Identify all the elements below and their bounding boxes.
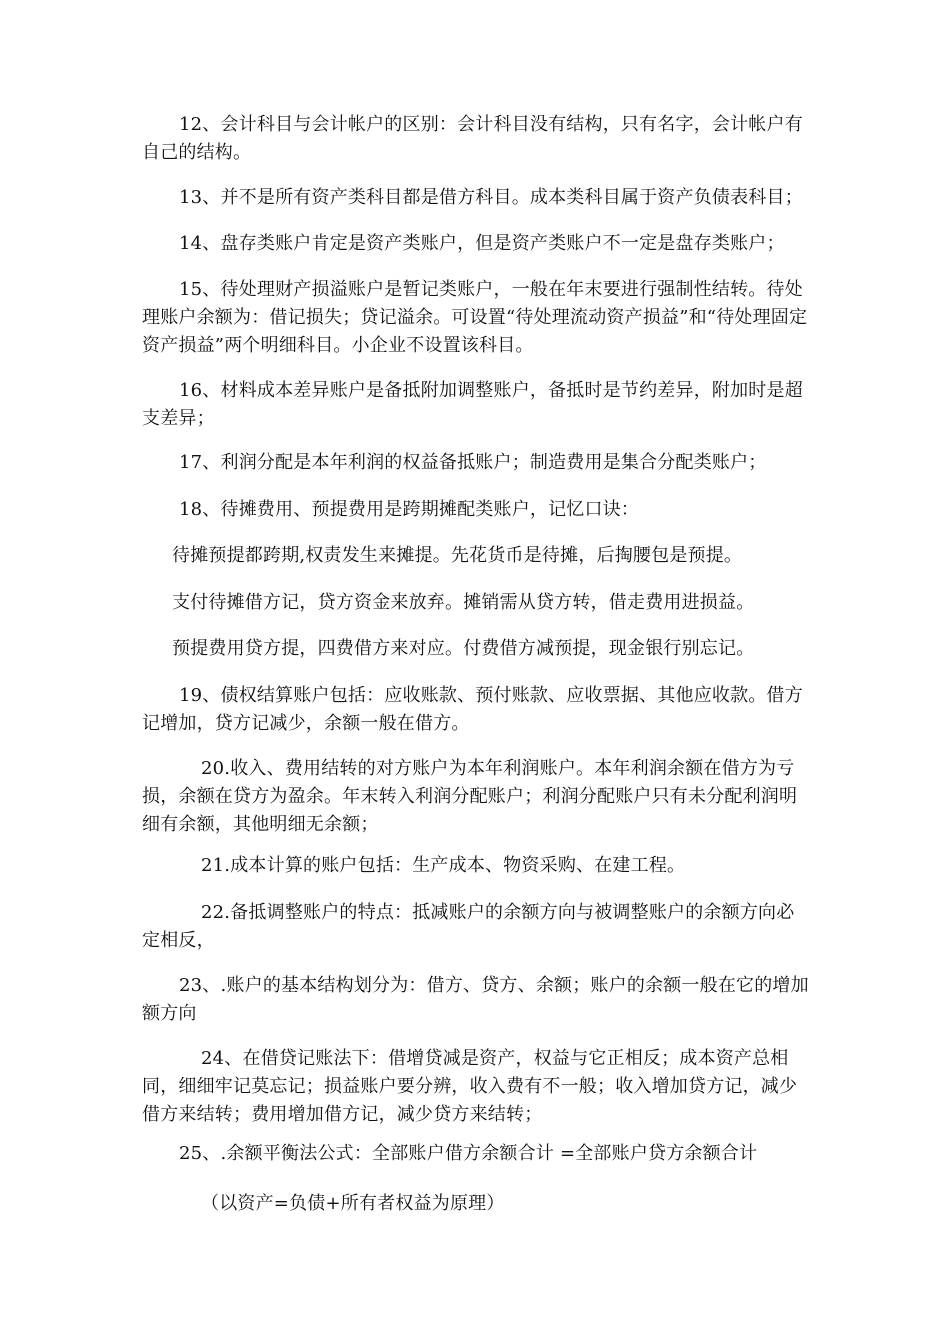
paragraph-14: 14、盘存类账户肯定是资产类账户，但是资产类账户不一定是盘存类账户； bbox=[179, 233, 785, 254]
paragraph-19: 19、债权结算账户包括：应收账款、预付账款、应收票据、其他应收款。借方记增加，贷方记减少，余额一般在借方。 bbox=[142, 685, 803, 734]
paragraph-15: 15、待处理财产损溢账户是暂记类账户，一般在年末要进行强制性结转。待处理账户余额为：借记损失；贷记溢余。可设置“待处理流动资产损益”和“待处理固定资产损益”两个明细科目。小企业不设置该科目。 bbox=[142, 279, 808, 356]
paragraph-24: 24、在借贷记账法下：借增贷减是资产，权益与它正相反；成本资产总相同，细细牢记莫忘记；损益账户要分辨，收入费有不一般；收入增加贷方记，减少借方来结转；费用增加借方记，减少贷方来结转； bbox=[142, 1048, 798, 1125]
paragraph-18: 18、待摊费用、预提费用是跨期摊配类账户，记忆口诀： bbox=[179, 499, 640, 520]
mnemonic-line-2: 支付待摊借方记，贷方资金来放弃。摊销需从贷方转，借走费用进损益。 bbox=[172, 592, 755, 613]
paragraph-20: 20.收入、费用结转的对方账户为本年利润账户。本年利润余额在借方为亏损，余额在贷方为盈余。年末转入利润分配账户；利润分配账户只有未分配利润明细有余额，其他明细无余额； bbox=[142, 758, 798, 835]
paragraph-22: 22.备抵调整账户的特点：抵减账户的余额方向与被调整账户的余额方向必定相反， bbox=[142, 902, 795, 951]
paragraph-21: 21.成本计算的账户包括：生产成本、物资采购、在建工程。 bbox=[201, 855, 686, 876]
paragraph-25: 25、.余额平衡法公式：全部账户借方余额合计 =全部账户贷方余额合计 bbox=[179, 1143, 758, 1164]
paragraph-17: 17、利润分配是本年利润的权益备抵账户；制造费用是集合分配类账户； bbox=[179, 452, 767, 473]
mnemonic-line-3: 预提费用贷方提，四费借方来对应。付费借方减预提，现金银行别忘记。 bbox=[172, 638, 755, 659]
mnemonic-line-1: 待摊预提都跨期,权责发生来摊提。先花货币是待摊，后掏腰包是预提。 bbox=[172, 545, 743, 566]
paragraph-25-note: （以资产=负债+所有者权益为原理） bbox=[201, 1193, 505, 1214]
paragraph-12: 12、会计科目与会计帐户的区别：会计科目没有结构，只有名字，会计帐户有自己的结构。 bbox=[142, 114, 803, 163]
paragraph-13: 13、并不是所有资产类科目都是借方科目。成本类科目属于资产负债表科目； bbox=[179, 187, 803, 208]
paragraph-16: 16、材料成本差异账户是备抵附加调整账户，备抵时是节约差异，附加时是超支差异； bbox=[142, 380, 803, 429]
paragraph-23: 23、.账户的基本结构划分为：借方、贷方、余额；账户的余额一般在它的增加额方向 bbox=[142, 975, 809, 1024]
